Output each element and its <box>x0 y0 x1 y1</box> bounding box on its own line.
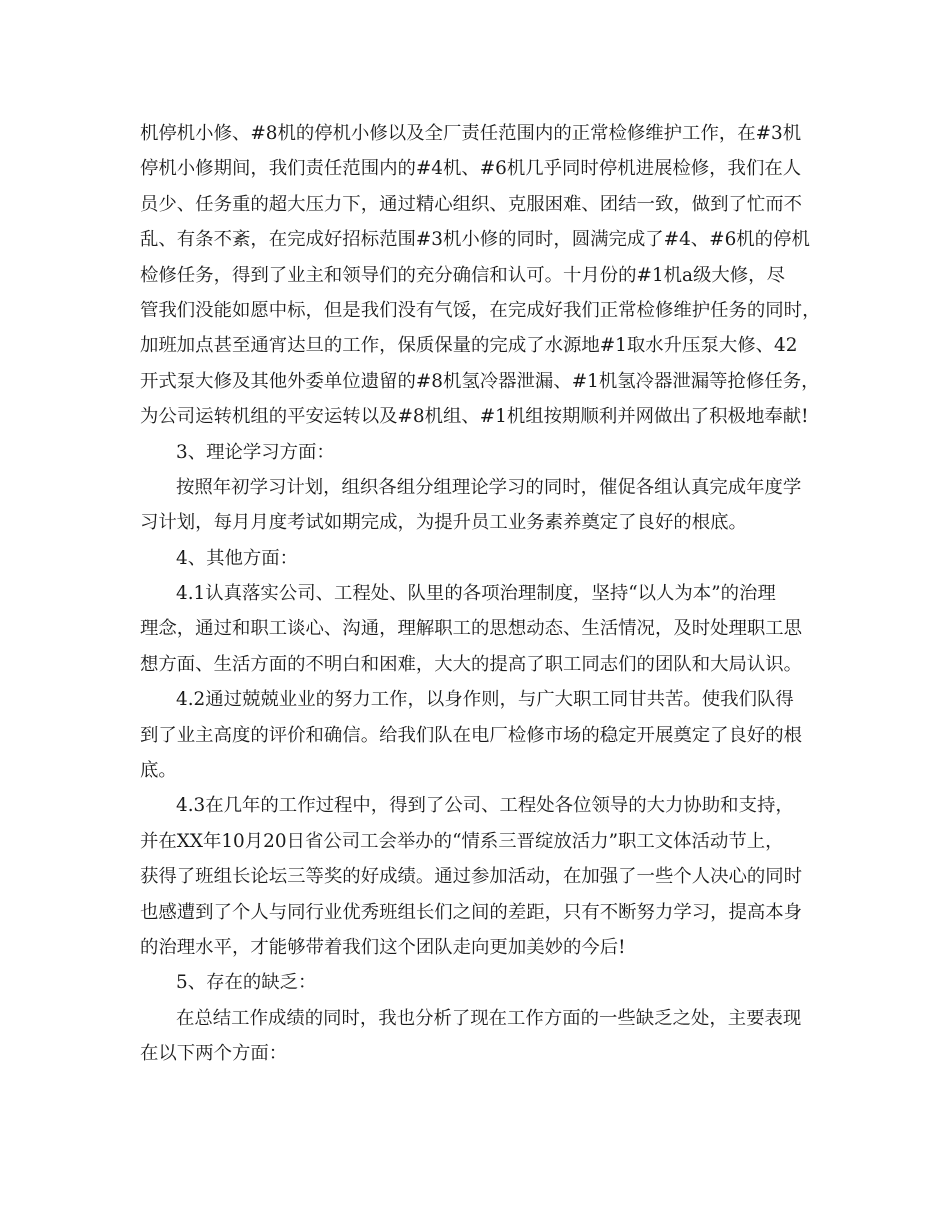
text-line: 也感遭到了个人与同行业优秀班组长们之间的差距，只有不断努力学习，提高本身 <box>140 901 803 923</box>
text-line: 想方面、生活方面的不明白和困难，大大的提高了职工同志们的团队和大局认识。 <box>140 653 803 675</box>
text-line: 在总结工作成绩的同时，我也分析了现在工作方面的一些缺乏之处，主要表现 <box>176 1007 802 1029</box>
section-heading: 4、其他方面： <box>176 547 299 569</box>
section-heading: 5、存在的缺乏： <box>176 972 317 994</box>
text-line: 4.3在几年的工作过程中，得到了公司、工程处各位领导的大力协助和支持， <box>176 795 794 817</box>
text-line: 员少、任务重的超大压力下，通过精心组织、克服困难、团结一致，做到了忙而不 <box>140 193 803 215</box>
text-line: 乱、有条不紊，在完成好招标范围#3机小修的同时，圆满完成了#4、#6机的停机 <box>140 229 810 251</box>
text-line: 到了业主高度的评价和确信。给我们队在电厂检修市场的稳定开展奠定了良好的根 <box>140 724 803 746</box>
text-line: 停机小修期间，我们责任范围内的#4机、#6机几乎同时停机进展检修，我们在人 <box>140 158 802 180</box>
text-line: 底。 <box>140 760 177 782</box>
text-line: 的治理水平，才能够带着我们这个团队走向更加美妙的今后! <box>140 936 626 958</box>
text-line: 4.2通过兢兢业业的努力工作，以身作则，与广大职工同甘共苦。使我们队得 <box>176 689 794 711</box>
document-body <box>140 116 830 1072</box>
text-line: 管我们没能如愿中标，但是我们没有气馁，在完成好我们正常检修维护任务的同时， <box>140 299 821 321</box>
section-heading: 3、理论学习方面： <box>176 441 335 463</box>
text-line: 机停机小修、#8机的停机小修以及全厂责任范围内的正常检修维护工作，在#3机 <box>140 123 802 144</box>
text-line: 为公司运转机组的平安运转以及#8机组、#1机组按期顺利并网做出了积极地奉献! <box>140 406 809 428</box>
text-line: 加班加点甚至通宵达旦的工作，保质保量的完成了水源地#1取水升压泵大修、42 <box>140 335 798 357</box>
text-line: 4.1认真落实公司、工程处、队里的各项治理制度，坚持“以人为本”的治理 <box>176 583 776 605</box>
text-line: 理念，通过和职工谈心、沟通，理解职工的思想动态、生活情况，及时处理职工思 <box>140 618 803 640</box>
text-line: 在以下两个方面： <box>140 1043 288 1065</box>
text-line: 检修任务，得到了业主和领导们的充分确信和认可。十月份的#1机a级大修，尽 <box>140 264 785 286</box>
text-line: 习计划，每月月度考试如期完成，为提升员工业务素养奠定了良好的根底。 <box>140 512 747 534</box>
text-line: 并在XX年10月20日省公司工会举办的“情系三晋绽放活力”职工文体活动节上， <box>140 830 784 852</box>
text-line: 按照年初学习计划，组织各组分组理论学习的同时，催促各组认真完成年度学 <box>176 476 802 498</box>
text-line: 开式泵大修及其他外委单位遗留的#8机氢冷器泄漏、#1机氢冷器泄漏等抢修任务， <box>140 370 820 392</box>
text-line: 获得了班组长论坛三等奖的好成绩。通过参加活动，在加强了一些个人决心的同时 <box>140 866 803 888</box>
